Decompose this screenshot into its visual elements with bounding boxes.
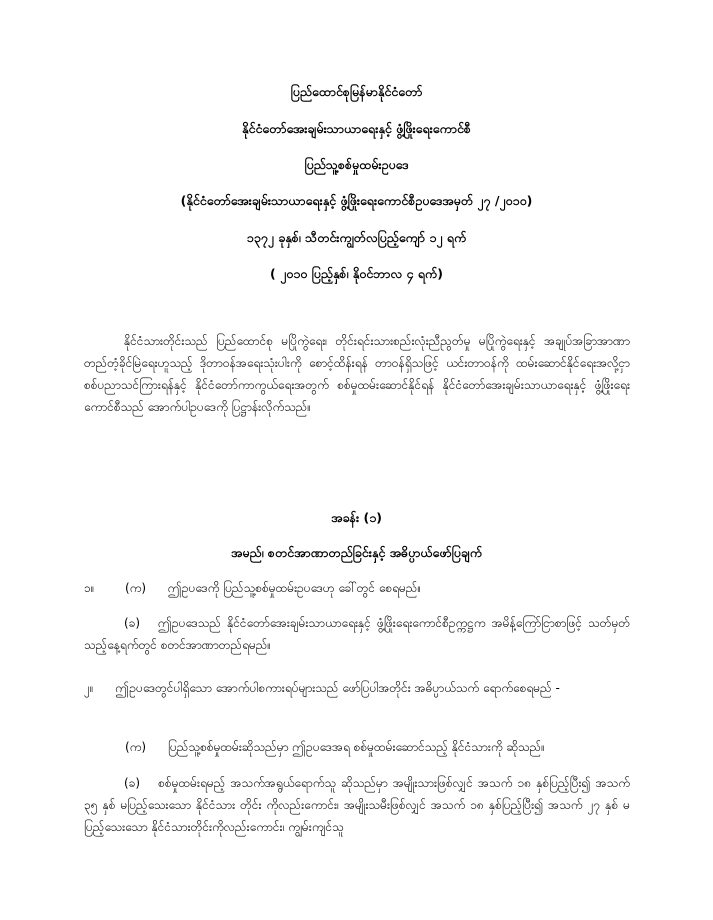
- chapter-title: အမည်၊ စတင်အာဏာတည်ခြင်းနှင့် အဓိပ္ပာယ်ဖော်ပြချက်: [230, 545, 483, 560]
- preamble-paragraph: [84, 330, 630, 418]
- section-2-number: ၂။: [84, 681, 94, 695]
- header-gregorian-date: ( ၂၀၁၀ ပြည့်နှစ်၊ နိုဝင်ဘာလ ၄ ရက်): [270, 266, 443, 281]
- header-council: နိုင်ငံတော်အေးချမ်းသာယာရေးနှင့် ဖွံ့ဖြိုးရေးကောင်စီ: [242, 121, 471, 136]
- section-2a-label: (က): [125, 740, 147, 754]
- section-1b-paragraph: [84, 612, 630, 656]
- chapter-label: အခန်း (၁): [331, 510, 382, 525]
- section-1a-text: ဤဥပဒေကို ပြည်သူ့စစ်မှုထမ်းဥပဒေဟု ခေါ်တွင် စေရမည်။: [168, 581, 422, 595]
- section-2-paragraph: [84, 677, 630, 699]
- section-1b-label: (ခ): [124, 616, 141, 630]
- section-2b-label: (ခ): [124, 776, 141, 790]
- section-2-text: ဤဥပဒေတွင်ပါရှိသော အောက်ပါစကားရပ်များသည် ဖော်ပြပါအတိုင်း အဓိပ္ပာယ်သက် ရောက်စေရမည် -: [115, 681, 560, 695]
- section-1b-text: ဤဥပဒေသည် နိုင်ငံတော်အေးချမ်းသာယာရေးနှင့် ဖွံ့ဖြိုးရေးကောင်စီဥက္ကဋ္ဌက အမိန့်ကြော်ငြာစာဖြင့် သတ်မှတ်သည့်နေ့ရက်တွင် စတင်အာဏာတည်ရမည်။: [84, 616, 630, 652]
- header-law-number: (နိုင်ငံတော်အေးချမ်းသာယာရေးနှင့် ဖွံ့ဖြိုးရေးကောင်စီဥပဒေအမှတ် ၂၇ /၂၀၁၀): [180, 193, 533, 208]
- section-2b-text: စစ်မှုထမ်းရမည့် အသက်အရွယ်ရောက်သူ ဆိုသည်မှာ အမျိုးသားဖြစ်လျှင် အသက် ၁၈ နှစ်ပြည့်ပြီး၍ အသက် ၃၅ နှစ် မပြည့်သေးသော နိုင်ငံသား တိုင်း ကိုလည်းကောင်း၊ အမျိုးသမီးဖြစ်လျှင် အသက် ၁၈ နှစ်ပြည့်ပြီး၍ အသက် ၂၇ နှစ် မပြည့်သေးသော နိုင်ငံသားတိုင်းကိုလည်းကောင်း၊ ကျွမ်းကျင်သူ: [84, 776, 630, 834]
- section-1-number: ၁။: [84, 581, 95, 595]
- section-2a-text: ပြည်သူ့စစ်မှုထမ်းဆိုသည်မှာ ဤဥပဒေအရ စစ်မှုထမ်းဆောင်သည့် နိုင်ငံသားကို ဆိုသည်။: [168, 740, 545, 754]
- header-law-title: ပြည်သူ့စစ်မှုထမ်းဥပဒေ: [304, 157, 409, 172]
- section-2b-paragraph: [84, 772, 630, 838]
- header-country: ပြည်ထောင်စုမြန်မာနိုင်ငံတော်: [290, 84, 423, 99]
- header-myanmar-date: ၁၃၇၂ ခုနှစ်၊ သီတင်းကျွတ်လပြည့်ကျော် ၁၂ ရက်: [246, 230, 467, 245]
- section-1a-label: (က): [125, 581, 147, 595]
- preamble-text: နိုင်ငံသားတိုင်းသည် ပြည်ထောင်စု မပြိုကွဲရေး၊ တိုင်းရင်းသားစည်းလုံးညီညွတ်မှု မပြိုကွဲရေးနှင့် အချုပ်အခြာအာဏာ တည်တံ့ခိုင်မြဲရေးဟူသည့် ဒိုတာဝန်အရေးသုံးပါးကို စောင့်ထိန်းရန် တာဝန်ရှိသဖြင့် ယင်းတာဝန်ကို ထမ်းဆောင်နိုင်ရေးအလို့ငှာ စစ်ပညာသင်ကြားရန်နှင့် နိုင်ငံတော်ကာကွယ်ရေးအတွက် စစ်မှုထမ်းဆောင်နိုင်ရန် နိုင်ငံတော်အေးချမ်းသာယာရေးနှင့် ဖွံ့ဖြိုးရေးကောင်စီသည် အောက်ပါဥပဒေကို ပြဋ္ဌာန်းလိုက်သည်။: [84, 334, 630, 414]
